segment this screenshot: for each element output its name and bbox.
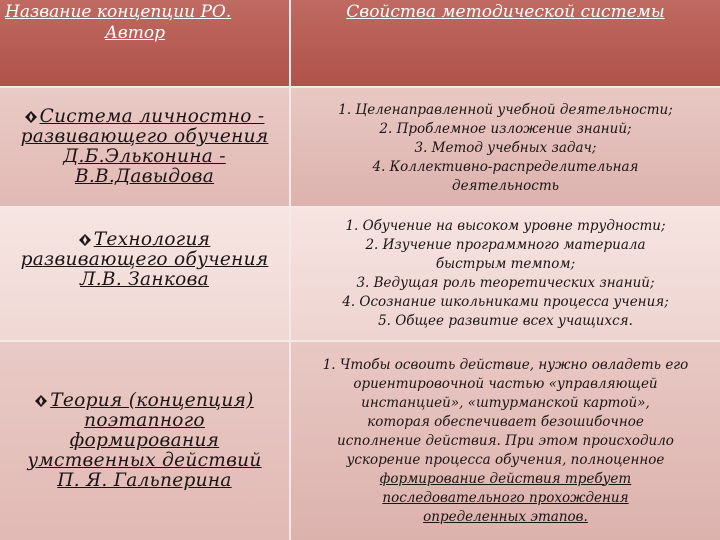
concept-zankov — [21, 230, 269, 290]
concept-line: Технология — [21, 230, 269, 250]
property-line: быстрым темпом; — [435, 256, 576, 272]
property-line: 3. Ведущая роль теоретических знаний; — [356, 275, 655, 291]
property-line: определенных этапов. — [423, 508, 588, 525]
row-1-concept — [0, 88, 289, 206]
properties-elkonin — [328, 99, 683, 196]
header-properties — [291, 0, 720, 86]
header-concept-line1: Название концепции РО. — [5, 2, 232, 22]
properties-galperin — [313, 356, 699, 527]
concept-line: П. Я. Гальперина — [57, 470, 232, 491]
concept-line: В.В.Давыдова — [74, 166, 215, 187]
diamond-bullet-icon — [25, 111, 37, 123]
properties-zankov — [332, 217, 679, 331]
row-2-concept — [0, 208, 289, 340]
property-line: 1. Обучение на высоком уровне трудности; — [345, 218, 666, 234]
header-concept-text — [5, 2, 231, 44]
concept-line: Система личностно - — [21, 107, 269, 127]
property-line: 2. Изучение программного материала — [365, 237, 646, 253]
concept-galperin — [27, 391, 261, 491]
property-line: 1. Чтобы освоить действие, нужно овладеть его — [322, 356, 689, 373]
property-line: 3. Метод учебных задач; — [414, 139, 597, 156]
header-concept-line2: Автор — [105, 23, 166, 43]
property-line: 2. Проблемное изложение знаний; — [379, 120, 632, 137]
property-line: 5. Общее развитие всех учащихся. — [378, 313, 633, 329]
concept-line: формирования — [69, 430, 220, 451]
property-line: ускорение процесса обучения, полноценное — [346, 451, 665, 468]
row-2-properties — [291, 208, 720, 340]
header-concept — [0, 0, 289, 86]
concept-line: Л.В. Занкова — [80, 269, 209, 290]
property-line: которая обеспечивает безошибочное — [367, 413, 644, 430]
row-1-properties — [291, 88, 720, 206]
concept-line: Д.Б.Эльконина - — [63, 146, 226, 167]
concept-line: развивающего обучения — [20, 249, 269, 270]
row-3-properties — [291, 342, 720, 540]
row-3-concept — [0, 342, 289, 540]
concept-line: поэтапного — [84, 410, 205, 431]
property-line: 4. Коллективно-распределительная — [372, 158, 639, 175]
property-line: деятельность — [452, 177, 559, 194]
property-line: ориентировочной частью «управляющей — [353, 375, 658, 392]
concept-line: умственных действий — [27, 450, 262, 471]
concept-elkonin — [21, 107, 269, 187]
concept-line: развивающего обучения — [20, 126, 269, 147]
property-line: исполнение действия. При этом происходило — [337, 432, 674, 449]
property-line: 4. Осознание школьниками процесса учения; — [342, 294, 669, 310]
concept-line: Теория (концепция) — [27, 391, 261, 411]
property-line: 1. Целенаправленной учебной деятельности; — [338, 101, 673, 118]
property-line: инстанцией», «штурманской картой», — [361, 394, 650, 411]
property-line: последовательного прохождения — [382, 489, 629, 506]
diamond-bullet-icon — [35, 395, 47, 407]
property-line: формирование действия требует — [379, 470, 632, 487]
diamond-bullet-icon — [79, 234, 91, 246]
header-properties-text: Свойства методической системы — [346, 2, 665, 22]
